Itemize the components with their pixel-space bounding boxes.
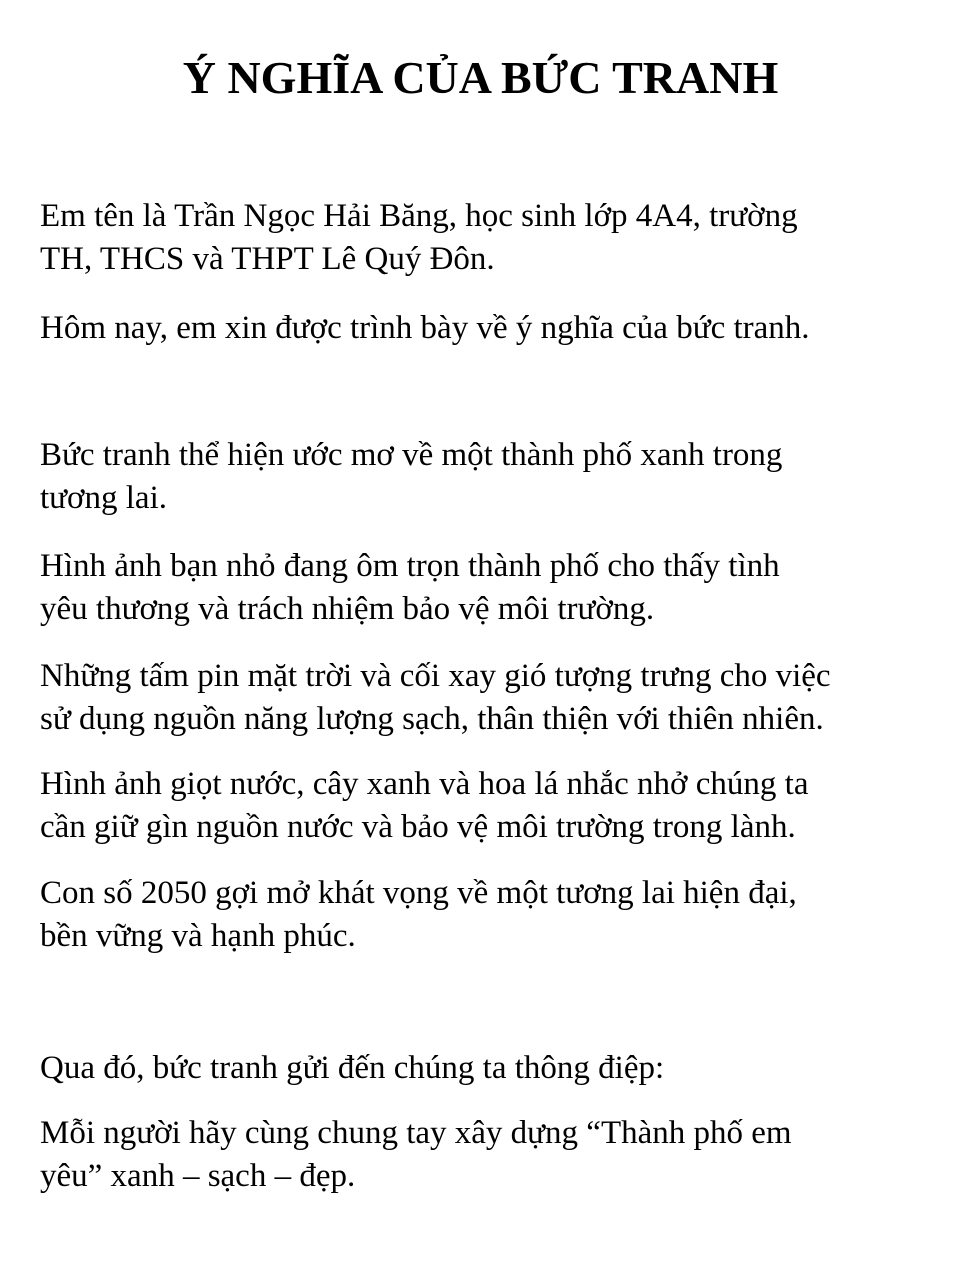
paragraph-line: tương lai. — [40, 480, 167, 516]
paragraph-line: sử dụng nguồn năng lượng sạch, thân thiện với thiên nhiên. — [40, 701, 824, 737]
paragraph-line: Hôm nay, em xin được trình bày về ý nghĩa của bức tranh. — [40, 310, 810, 346]
paragraph-child-embracing-city — [40, 545, 955, 631]
paragraph-introduction — [40, 195, 955, 281]
paragraph-line: bền vững và hạnh phúc. — [40, 918, 356, 954]
paragraph-line: Hình ảnh giọt nước, cây xanh và hoa lá nhắc nhở chúng ta — [40, 766, 809, 802]
paragraph-line: yêu thương và trách nhiệm bảo vệ môi trường. — [40, 591, 655, 627]
paragraph-year-2050 — [40, 872, 955, 958]
paragraph-water-trees — [40, 763, 955, 849]
paragraph-line: Hình ảnh bạn nhỏ đang ôm trọn thành phố cho thấy tình — [40, 548, 780, 584]
paragraph-line: Mỗi người hãy cùng chung tay xây dựng “Thành phố em — [40, 1115, 792, 1151]
paragraph-line: Con số 2050 gợi mở khát vọng về một tương lai hiện đại, — [40, 875, 797, 911]
document-title: Ý NGHĨA CỦA BỨC TRANH — [182, 52, 779, 103]
paragraph-line: yêu” xanh – sạch – đẹp. — [40, 1158, 356, 1194]
paragraph-message-intro — [40, 1047, 955, 1090]
paragraph-line: Em tên là Trần Ngọc Hải Băng, học sinh lớp 4A4, trường — [40, 198, 798, 234]
paragraph-message — [40, 1112, 955, 1198]
paragraph-presentation — [40, 307, 955, 350]
paragraph-clean-energy — [40, 655, 955, 741]
paragraph-line: Bức tranh thể hiện ước mơ về một thành phố xanh trong — [40, 437, 783, 473]
paragraph-line: Những tấm pin mặt trời và cối xay gió tượng trưng cho việc — [40, 658, 831, 694]
paragraph-line: cần giữ gìn nguồn nước và bảo vệ môi trường trong lành. — [40, 809, 796, 845]
paragraph-line: Qua đó, bức tranh gửi đến chúng ta thông điệp: — [40, 1050, 665, 1086]
paragraph-line: TH, THCS và THPT Lê Quý Đôn. — [40, 241, 495, 277]
paragraph-green-city-dream — [40, 434, 955, 520]
